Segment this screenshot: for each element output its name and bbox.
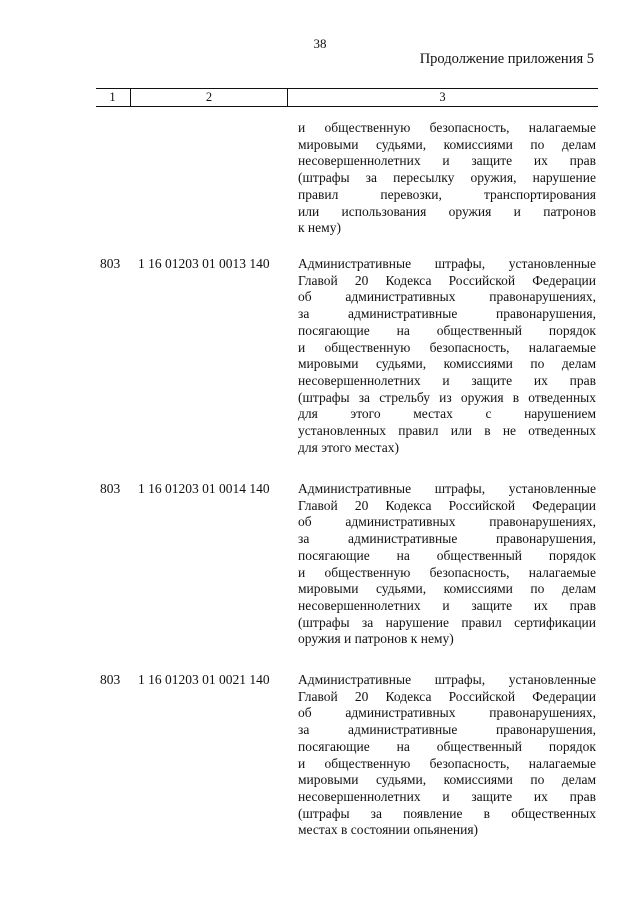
description-line: правил перевозки, транспортирования — [298, 186, 596, 202]
description-line: мировыми судьями, комиссиями по делам — [298, 581, 596, 597]
description-line: Административные штрафы, установленные — [298, 672, 596, 687]
description-line: Главой 20 Кодекса Российской Федерации — [298, 497, 596, 513]
description-line: посягающие на общественный порядок — [298, 547, 596, 563]
description-line: и общественную безопасность, налагаемые — [298, 339, 596, 355]
description-line: (штрафы за пересылку оружия, нарушение — [298, 170, 596, 186]
description-line: об административных правонарушениях, — [298, 705, 596, 721]
description-line: к нему) — [298, 220, 341, 236]
description-line: несовершеннолетних и защите их прав — [298, 597, 596, 613]
description-line: (штрафы за нарушение правил сертификации — [298, 614, 596, 630]
income-description — [298, 256, 596, 456]
description-line: за административные правонарушения, — [298, 306, 596, 322]
description-line: для этого местах) — [298, 439, 399, 455]
description-line: посягающие на общественный порядок — [298, 322, 596, 338]
description-line: и общественную безопасность, налагаемые — [298, 564, 596, 580]
description-line: оружия и патронов к нему) — [298, 631, 454, 647]
description-line: мировыми судьями, комиссиями по делам — [298, 136, 596, 152]
income-description — [298, 120, 596, 237]
description-line: за административные правонарушения, — [298, 531, 596, 547]
admin-code: 803 — [100, 672, 121, 687]
page-number: 38 — [313, 36, 327, 51]
column-header-1: 1 — [109, 90, 116, 104]
description-line: установленных правил или в не отведенных — [298, 423, 596, 439]
admin-code: 803 — [100, 256, 121, 271]
description-line: Главой 20 Кодекса Российской Федерации — [298, 272, 596, 288]
description-line: несовершеннолетних и защите их прав — [298, 788, 596, 804]
description-line: Главой 20 Кодекса Российской Федерации — [298, 688, 596, 704]
description-line: и общественную безопасность, налагаемые — [298, 120, 596, 135]
description-line: об административных правонарушениях, — [298, 289, 596, 305]
description-line: об административных правонарушениях, — [298, 514, 596, 530]
column-header-2: 2 — [130, 89, 288, 106]
description-line: местах в состоянии опьянения) — [298, 822, 479, 838]
description-line: Административные штрафы, установленные — [298, 481, 596, 496]
appendix-title: Продолжение приложения 5 — [419, 51, 594, 67]
description-line: для этого местах с нарушением — [298, 406, 596, 422]
column-header-3: 3 — [439, 90, 446, 104]
description-line: Административные штрафы, установленные — [298, 256, 596, 271]
budget-classification-code: 1 16 01203 01 0021 140 — [138, 672, 270, 687]
description-line: (штрафы за стрельбу из оружия в отведенных — [298, 389, 596, 405]
budget-classification-code: 1 16 01203 01 0014 140 — [138, 481, 270, 496]
description-line: мировыми судьями, комиссиями по делам — [298, 356, 596, 372]
description-line: несовершеннолетних и защите их прав — [298, 372, 596, 388]
budget-classification-code: 1 16 01203 01 0013 140 — [138, 256, 270, 271]
table-header — [96, 88, 598, 107]
description-line: несовершеннолетних и защите их прав — [298, 153, 596, 169]
description-line: мировыми судьями, комиссиями по делам — [298, 772, 596, 788]
description-line: за административные правонарушения, — [298, 722, 596, 738]
description-line: или использования оружия и патронов — [298, 203, 596, 219]
admin-code: 803 — [100, 481, 121, 496]
income-description — [298, 672, 596, 839]
description-line: (штрафы за появление в общественных — [298, 805, 596, 821]
description-line: посягающие на общественный порядок — [298, 738, 596, 754]
description-line: и общественную безопасность, налагаемые — [298, 755, 596, 771]
income-description — [298, 481, 596, 648]
